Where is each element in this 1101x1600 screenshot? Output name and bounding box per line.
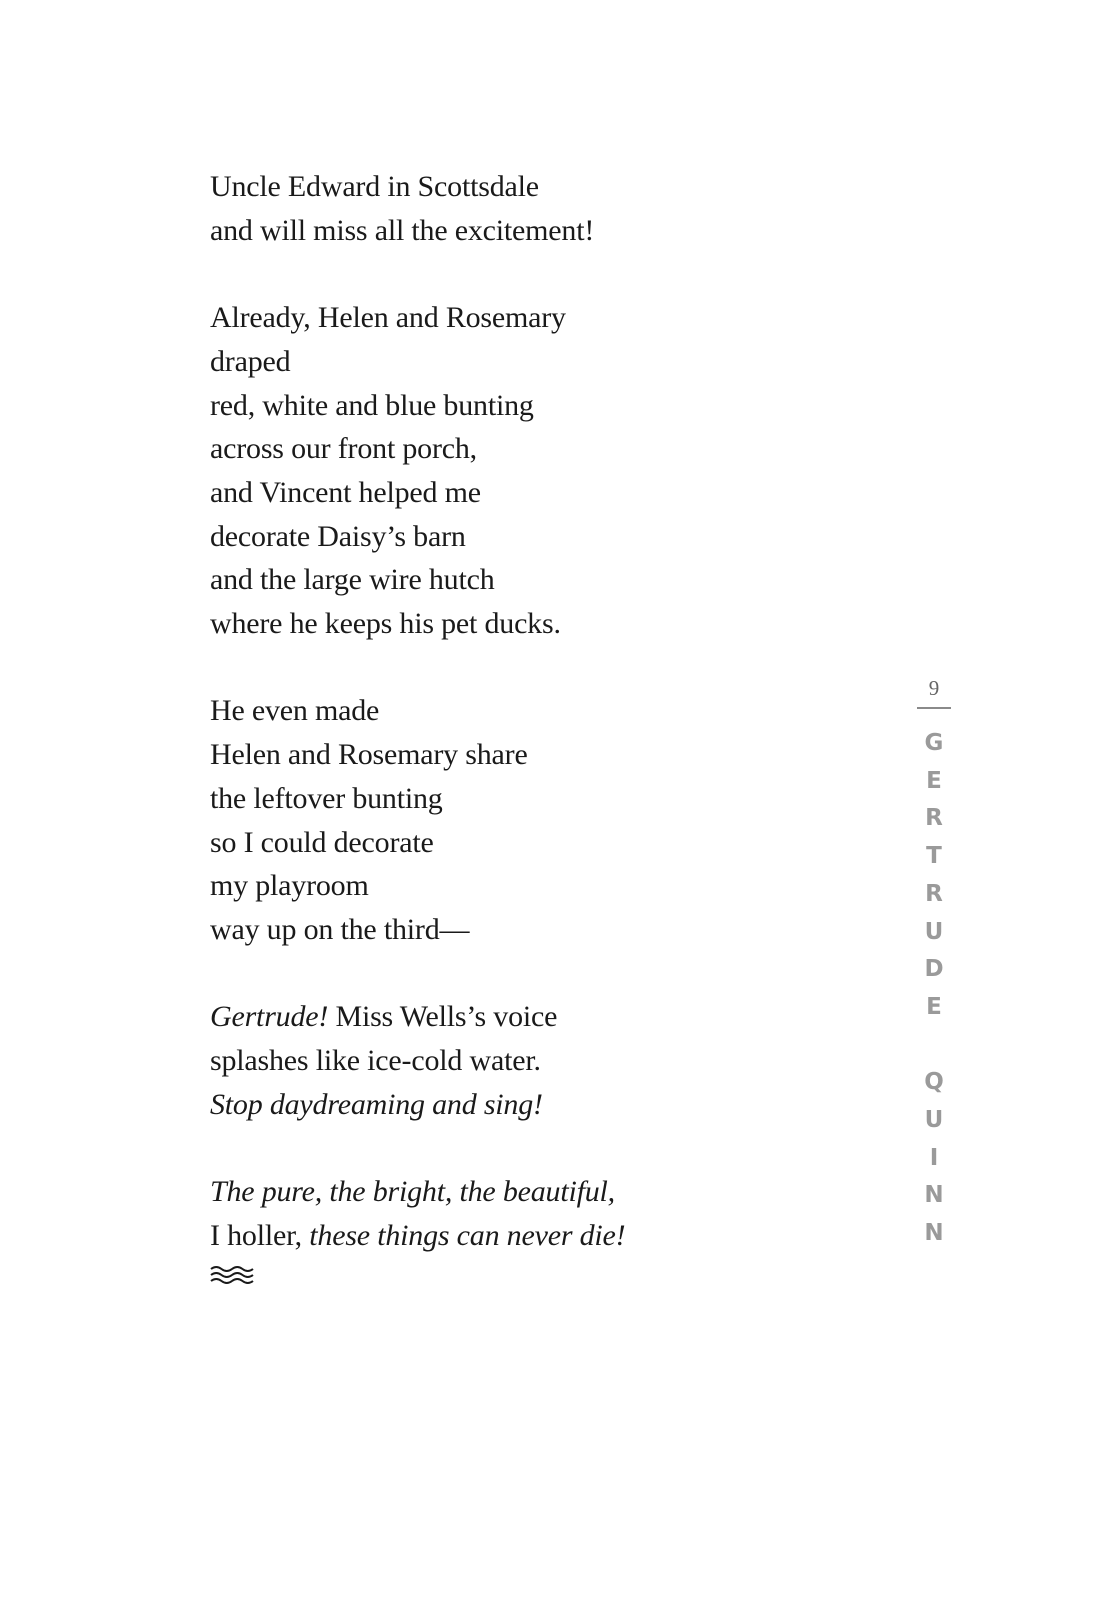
line-text: across our front porch, (210, 432, 477, 466)
wave-icon (210, 1264, 254, 1286)
running-title-gap (912, 1027, 956, 1065)
poem-line (210, 1083, 770, 1127)
poem-line (210, 602, 770, 646)
italic-text: The pure, the bright, the beautiful, (210, 1175, 615, 1209)
poem-line (210, 515, 770, 559)
stanza (210, 296, 770, 646)
line-text: where he keeps his pet ducks. (210, 607, 561, 641)
line-text: so I could decorate (210, 825, 434, 859)
line-text: and the large wire hutch (210, 563, 495, 597)
italic-text: Stop daydreaming and sing! (210, 1087, 543, 1121)
line-text: I holler, (210, 1218, 310, 1252)
poem-line (210, 209, 770, 253)
page-number: 9 (928, 676, 940, 700)
running-title-letter: R (925, 880, 943, 907)
running-title-letter: Q (924, 1069, 944, 1096)
poem-line (210, 1170, 770, 1214)
running-title-letter: G (924, 730, 944, 756)
poem-line (210, 995, 770, 1039)
running-title-letter: E (926, 993, 942, 1020)
running-title-letter: U (924, 1107, 944, 1134)
poem-line (210, 908, 770, 952)
line-text: splashes like ice-cold water. (210, 1044, 541, 1078)
running-title-letter: D (924, 956, 944, 983)
stanza (210, 165, 770, 252)
poem-line (210, 384, 770, 428)
line-text: He even made (210, 694, 380, 728)
poem-line (210, 427, 770, 471)
running-title-letter: R (925, 805, 943, 832)
line-text: Uncle Edward in Scottsdale (210, 170, 539, 203)
poem-line (210, 1039, 770, 1083)
poem-line (210, 733, 770, 777)
stanza (210, 1170, 770, 1257)
stanza (210, 689, 770, 951)
poem-line (210, 165, 770, 209)
poem-line (210, 340, 770, 384)
page-folio (912, 676, 956, 1253)
poem-line (210, 821, 770, 865)
poem-line (210, 864, 770, 908)
poem-line (210, 689, 770, 733)
line-text: red, white and blue bunting (210, 388, 534, 422)
poem-line (210, 777, 770, 821)
italic-text: these things can never die! (309, 1218, 626, 1252)
line-text: Miss Wells’s voice (328, 1000, 558, 1034)
italic-text: Gertrude! (210, 1000, 329, 1034)
line-text: and will miss all the excitement! (210, 213, 595, 247)
running-title-letter: T (926, 843, 942, 870)
folio-divider (917, 707, 951, 709)
line-text: draped (210, 344, 291, 378)
running-title-letter: N (924, 1220, 944, 1247)
poem-line (210, 471, 770, 515)
stanza (210, 995, 770, 1126)
running-title (912, 725, 956, 1253)
line-text: way up on the third— (210, 912, 470, 946)
running-title-letter: N (924, 1182, 944, 1209)
poem-line (210, 558, 770, 602)
line-text: my playroom (210, 869, 369, 903)
line-text: the leftover bunting (210, 781, 443, 815)
line-text: Helen and Rosemary share (210, 738, 528, 772)
poem-body (210, 165, 770, 1286)
poem-line (210, 296, 770, 340)
running-title-letter: U (924, 918, 944, 945)
running-title-letter: I (929, 1144, 939, 1171)
line-text: decorate Daisy’s barn (210, 519, 466, 553)
line-text: Already, Helen and Rosemary (210, 301, 566, 335)
running-title-letter: E (926, 767, 942, 794)
line-text: and Vincent helped me (210, 475, 481, 509)
poem-line (210, 1214, 770, 1258)
